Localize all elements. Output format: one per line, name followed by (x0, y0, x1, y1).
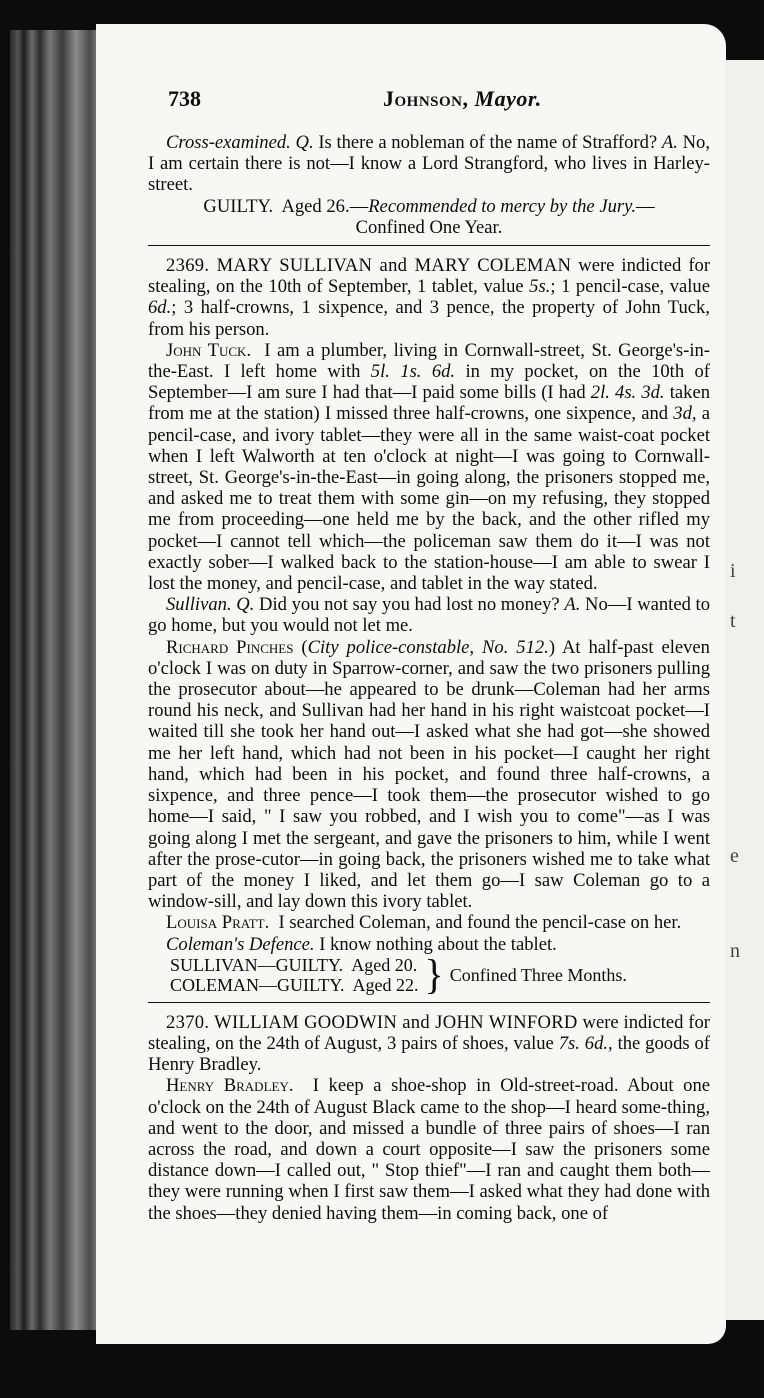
sullivan-question (148, 594, 710, 636)
verdict-age: Aged 22. (352, 974, 419, 995)
case-heading: 2370. WILLIAM GOODWIN and JOHN WINFORD (166, 1011, 578, 1033)
case-heading: 2369. MARY SULLIVAN and MARY COLEMAN (166, 255, 572, 277)
answer-label: A. (661, 132, 678, 153)
para-text: I know nothing about the tablet. (319, 933, 557, 955)
witness-name: Henry Bradley. (166, 1075, 294, 1097)
testimony-tuck (148, 340, 710, 594)
verdict-line: GUILTY. Aged 26.—Recommended to mercy by the Jury.— (203, 195, 655, 217)
para-text: taken from me at the station) I missed three half-crowns, one sixpence, and (148, 382, 710, 425)
witness-title: City police-constable, No. 512. (307, 636, 549, 658)
para-text: were indicted for stealing, on the 10th of September, 1 tablet, value (148, 255, 711, 298)
verdict-age: Aged 20. (351, 954, 418, 975)
verdict: SULLIVAN—GUILTY. (170, 954, 344, 975)
book-spine (10, 30, 102, 1330)
running-head-name: Johnson (383, 86, 463, 111)
verdict-line (170, 975, 419, 995)
case-2369-indictment (148, 255, 710, 340)
para-text: I am a plumber, living in Cornwall-street, St. George's-in-the-East. I left home with (148, 339, 711, 383)
para-text: Did you not say you had lost no money? (259, 594, 560, 616)
page-text (148, 132, 710, 1224)
sentence: Confined Three Months. (449, 964, 627, 985)
page-header (168, 86, 718, 116)
witness-name: Richard Pinches (166, 636, 294, 658)
para-text: , the goods of Henry Bradley. (148, 1032, 710, 1076)
para-text: No—I wanted to go home, but you would not let me. (148, 594, 711, 637)
value: 5s. (529, 276, 551, 298)
brace: } (424, 950, 444, 998)
facing-page-mark: n (730, 940, 740, 962)
value: 3d, (673, 403, 697, 425)
verdict-line (170, 955, 419, 975)
para-label: Sullivan. (166, 594, 232, 616)
para-label: Cross-examined. (166, 132, 291, 153)
page-number: 738 (168, 86, 201, 111)
question-mark-label: Q. (295, 132, 314, 153)
case-divider (148, 245, 710, 246)
case-2370-indictment (148, 1012, 710, 1076)
witness-name: Louisa Pratt. (166, 912, 270, 934)
running-head-title: Mayor. (474, 86, 542, 111)
cross-examination-para (148, 132, 710, 196)
answer-label: A. (564, 594, 581, 616)
para-text: ; 3 half-crowns, 1 sixpence, and 3 pence, the property of John Tuck, from his person. (148, 297, 710, 340)
para-text: I searched Coleman, and found the pencil-case on her. (278, 912, 682, 934)
verdict-lines (170, 955, 419, 995)
para-text: I keep a shoe-shop in Old-street-road. About one o'clock on the 24th of August Black came to the shop—I heard some-thing, and went to the door, and missed a bundle of three pairs of shoes—I ran across the road, and down a court opposite—I saw the prisoners some distance down—I called out, " Stop thief"—I ran and caught them both—they were running when I first saw them—I asked what they had done with the shoes—they denied having them—in coming back, one of (148, 1075, 711, 1224)
verdict-block (170, 950, 710, 998)
facing-page-mark: i (730, 560, 736, 582)
testimony-pinches: Richard Pinches (City police-constable, No. 512.) At half-past eleven o'clock I was on duty in Sparrow-corner, and saw the two prisoners pulling the prosecutor about—he appeared to be drunk—Coleman had her arms round his neck, and Sullivan had her hand in his right waistcoat pocket—I waited till she took her hand out—I asked what she had got—she showed me her left hand, which had not been in his pocket—I caught her right hand, which had been in his pocket, and found three half-crowns, a sixpence, and three pence—I took them—the prosecutor wished to go home—I said, " I saw you robbed, and I wish you to come"—as I was going along I met the sergeant, and gave the prisoners to him, while I went after the prose-cutor—in going back, the prisoners wished me to take what part of the money I liked, and let them go—I saw Coleman go to a window-sill, and lay down this ivory tablet. (148, 636, 710, 913)
para-text: in my pocket, on the 10th of September—I am sure I had that—I paid some bills (I had (148, 361, 710, 404)
value: 5l. 1s. 6d. (370, 361, 456, 383)
facing-page-mark: e (730, 845, 739, 867)
verdict: COLEMAN—GUILTY. (170, 974, 345, 995)
testimony-bradley (148, 1075, 710, 1223)
para-text: At half-past eleven o'clock I was on duty in Sparrow-corner, and saw the two prisoners pulling the prosecutor about—he appeared to be drunk—Coleman had her arms round his neck, and Sullivan had her hand in his right waistcoat pocket—I waited till she took her hand out—I asked what she had got—she showed me her left hand, which had not been in his pocket—I caught her right hand, which had been in his pocket, and found three half-crowns, a sixpence, and three pence—I took them—the prosecutor wished to go home—I said, " I saw you robbed, and I wish you to come"—as I was going along I met the sergeant, and gave the prisoners to him, while I went after the prose-cutor—in going back, the prisoners wished me to take what part of the money I liked, and let them go—I saw Coleman go to a window-sill, and lay down this ivory tablet. (148, 636, 710, 913)
verdict-age: Aged 26.— (281, 195, 369, 217)
value: 7s. 6d. (558, 1032, 609, 1054)
para-text: Is there a nobleman of the name of Strafford? (318, 132, 658, 153)
value: 2l. 4s. 3d. (590, 382, 665, 404)
sentence-line: Confined One Year. (355, 216, 503, 238)
para-text: a pencil-case, and ivory tablet—they were all in the same waist-coat pocket when I left Walworth at ten o'clock at night—I was going to Cornwall-street, St. George's-in-the-East—in going along, the prisoners stopped me, and asked me to treat them with some gin—on my refusing, they stopped me from proceeding—one held me by the back, and the other rifled my pocket—I cannot tell which—the policeman saw them do it—I was not exactly sober—I walked back to the station-house—I am able to swear I lost the money, and pencil-case, and tablet in the way stated. (148, 403, 710, 595)
para-text: were indicted for stealing, on the 24th of August, 3 pairs of shoes, value (148, 1011, 710, 1054)
facing-page-mark: t (730, 610, 736, 632)
question-mark-label: Q. (236, 594, 255, 616)
witness-name: John Tuck. (166, 339, 252, 361)
para-text: No, I am certain there is not—I know a Lord Strangford, who lives in Harley-street. (148, 132, 710, 196)
case-divider (148, 1002, 710, 1003)
verdict: GUILTY. (203, 195, 274, 217)
facing-page-edge (726, 60, 764, 1320)
verdict-recommendation: Recommended to mercy by the Jury. (368, 195, 636, 217)
running-head: Johnson, Mayor. (383, 86, 542, 111)
para-label: Coleman's Defence. (166, 933, 315, 955)
value: 6d. (148, 297, 172, 319)
testimony-pratt (148, 912, 710, 933)
para-text: ; 1 pencil-case, value (550, 276, 710, 298)
